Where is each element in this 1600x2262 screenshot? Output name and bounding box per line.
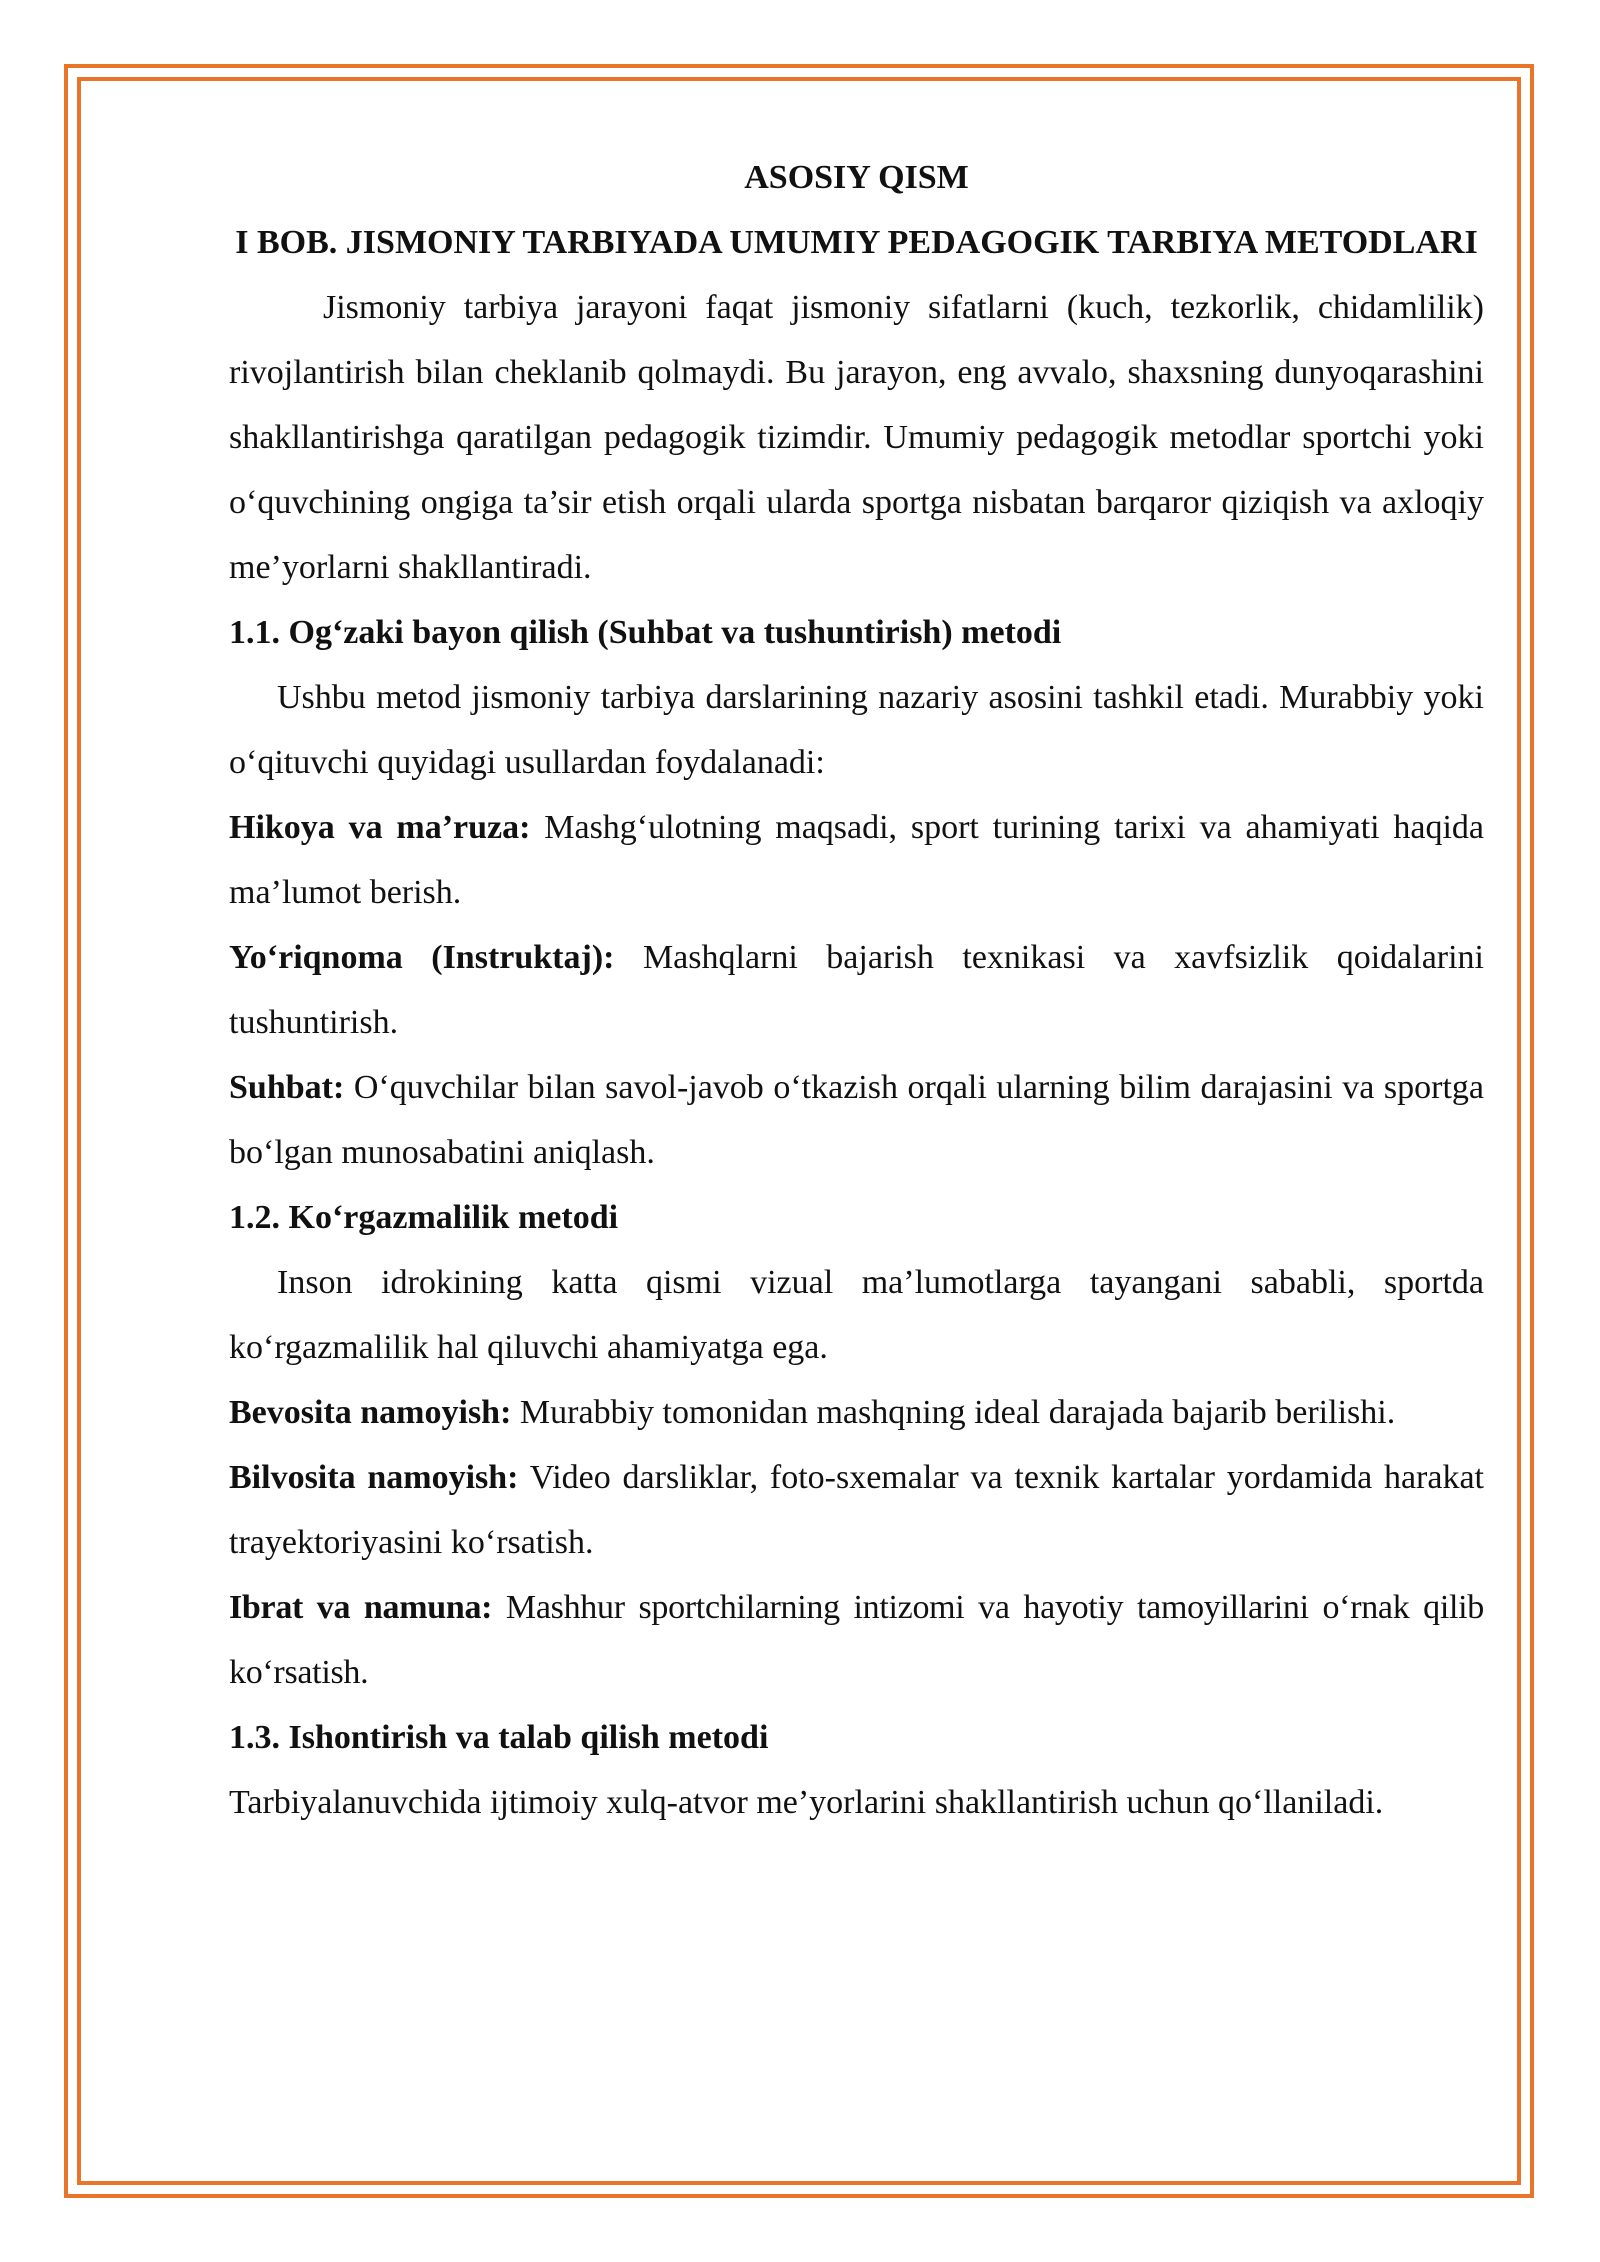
term-description: Mashhur sportchilarning intizomi va hayotiy tamoyillarini o‘rnak qilib ko‘rsatish. (229, 1589, 1484, 1691)
chapter-title: I BOB. JISMONIY TARBIYADA UMUMIY PEDAGOGIK TARBIYA METODLARI (235, 224, 1478, 261)
list-item (229, 1380, 1484, 1445)
list-item (229, 1055, 1484, 1185)
list-item (229, 1575, 1484, 1705)
list-item (229, 795, 1484, 925)
term-label: Yo‘riqnoma (Instruktaj): (229, 939, 615, 976)
term-description: Mashqlarni bajarish texnikasi va xavfsizlik qoidalarini tushuntirish. (229, 939, 1485, 1041)
term-description: Murabbiy tomonidan mashqning ideal darajada bajarib berilishi. (511, 1394, 1396, 1431)
section-intro-1-1: Ushbu metod jismoniy tarbiya darslarining nazariy asosini tashkil etadi. Murabbiy yoki o‘qituvchi quyidagi usullardan foydalanadi: (229, 679, 1484, 781)
term-label: Hikoya va ma’ruza: (229, 809, 531, 846)
list-item (229, 925, 1484, 1055)
term-label: Bilvosita namoyish: (229, 1459, 519, 1496)
term-description: Video darsliklar, foto-sxemalar va texnik kartalar yordamida harakat trayektoriyasini ko‘rsatish. (229, 1459, 1484, 1561)
term-label: Suhbat: (229, 1069, 345, 1106)
document-body (229, 145, 1484, 1835)
term-label: Bevosita namoyish: (229, 1394, 512, 1431)
section-heading-1-3: 1.3. Ishontirish va talab qilish metodi (229, 1719, 769, 1756)
term-label: Ibrat va namuna: (229, 1589, 493, 1626)
section-intro-1-3: Tarbiyalanuvchida ijtimoiy xulq-atvor me’yorlarini shakllantirish uchun qo‘llaniladi. (229, 1784, 1384, 1821)
document-title: ASOSIY QISM (744, 159, 969, 196)
intro-paragraph: Jismoniy tarbiya jarayoni faqat jismoniy sifatlarni (kuch, tezkorlik, chidamlilik) rivojlantirish bilan cheklanib qolmaydi. Bu jarayon, eng avvalo, shaxsning dunyoqarashini shakllantirishga qaratilgan pedagogik tizimdir. Umumiy pedagogik metodlar sportchi yoki o‘quvchining ongiga ta’sir etish orqali ularda sportga nisbatan barqaror qiziqish va axloqiy me’yorlarni shakllantiradi. (229, 289, 1484, 586)
list-item (229, 1445, 1484, 1575)
term-description: Mashg‘ulotning maqsadi, sport turining tarixi va ahamiyati haqida ma’lumot berish. (229, 809, 1485, 911)
term-description: O‘quvchilar bilan savol-javob o‘tkazish orqali ularning bilim darajasini va sportga bo‘lgan munosabatini aniqlash. (229, 1069, 1484, 1171)
section-heading-1-1: 1.1. Og‘zaki bayon qilish (Suhbat va tushuntirish) metodi (229, 614, 1062, 651)
section-intro-1-2: Inson idrokining katta qismi vizual ma’lumotlarga tayangani sababli, sportda ko‘rgazmalilik hal qiluvchi ahamiyatga ega. (229, 1264, 1484, 1366)
section-heading-1-2: 1.2. Ko‘rgazmalilik metodi (229, 1199, 619, 1236)
